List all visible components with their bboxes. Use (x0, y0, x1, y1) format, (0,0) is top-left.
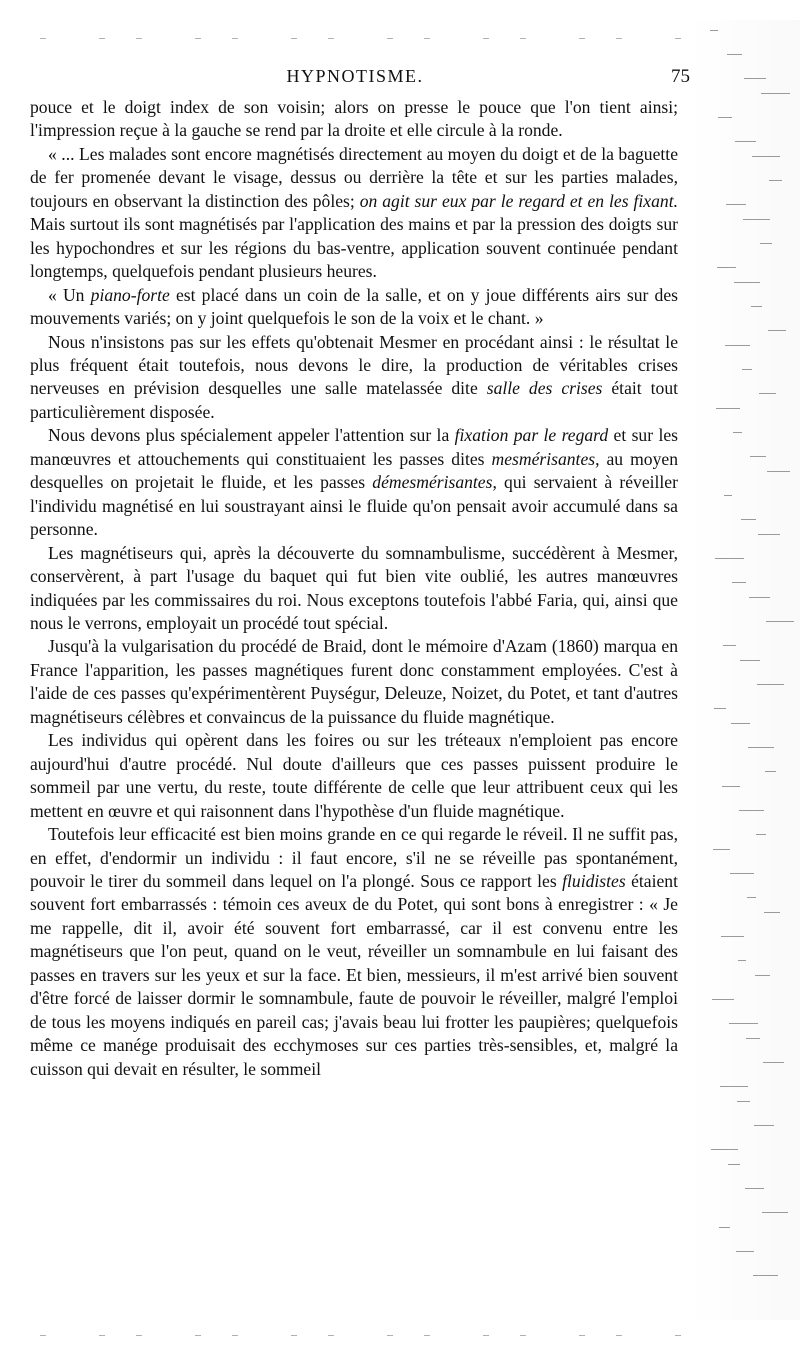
text-run: , au moyen desquelles on projetait le fluide, et les passes (30, 448, 678, 493)
text-run: Nous devons plus spécialement appeler l'attention sur la (48, 425, 455, 446)
text-run: Les individus qui opèrent dans les foires ou sur les tréteaux n'emploient pas encore aujourd'hui d'autre procédé. Nul doute d'ailleurs que ces passes puissent produire le sommeil par une vertu, du reste, toute différente de celle que leur attribuent ceux qui les mettent en œuvre et qui raisonnent dans l'hypothèse d'un fluide magnétique. (30, 730, 678, 821)
scan-dot (520, 1335, 526, 1336)
scan-mark (736, 1251, 754, 1252)
scan-mark (728, 1164, 740, 1165)
scan-dot (579, 1335, 585, 1336)
scan-mark (740, 660, 760, 661)
scan-dot (675, 1335, 681, 1336)
text-run: pouce et le doigt index de son voisin; alors on presse le pouce que l'on tient ainsi; l'impression reçue à la gauche se rend par la droite et elle circule à la ronde. (30, 97, 678, 141)
scan-dot (195, 38, 201, 39)
scan-dot (136, 1335, 142, 1336)
scan-mark (761, 93, 790, 94)
scan-mark (732, 582, 746, 583)
scan-mark (762, 1212, 788, 1213)
scan-mark (765, 771, 776, 772)
running-header (30, 66, 690, 90)
scan-dot (291, 38, 297, 39)
text-run: « Un (48, 284, 91, 305)
scan-mark (734, 282, 760, 283)
scan-mark (763, 1062, 784, 1063)
scan-mark (710, 30, 718, 31)
scan-dot (40, 1335, 46, 1336)
scan-mark (739, 810, 764, 811)
text-run: est placé dans un coin de la salle, et on y joue différents airs sur des mouvements variés; on y joint quelquefois le son de la voix et le chant. » (30, 284, 678, 329)
scan-dot (232, 1335, 238, 1336)
scan-mark (751, 306, 762, 307)
text-run: et sur les manœuvres et attouchements qui constituaient les passes dites (30, 425, 678, 469)
scan-dot (195, 1335, 201, 1336)
scan-mark (741, 519, 756, 520)
paragraph (30, 729, 678, 823)
scan-mark (759, 393, 776, 394)
scan-mark (714, 708, 726, 709)
scan-dot (675, 38, 681, 39)
scan-mark (755, 975, 770, 976)
scan-mark (750, 456, 766, 457)
scan-mark (715, 558, 744, 559)
scan-mark (754, 1125, 774, 1126)
scan-mark (745, 1188, 764, 1189)
paragraph (30, 284, 678, 331)
scan-mark (746, 1038, 760, 1039)
scan-mark (722, 786, 740, 787)
paragraph (30, 331, 678, 425)
scan-dot (424, 1335, 430, 1336)
scan-mark (716, 408, 740, 409)
scan-dot (99, 38, 105, 39)
bottom-edge-marks (40, 1335, 680, 1341)
scan-mark (738, 960, 746, 961)
scan-dot (520, 38, 526, 39)
text-run: Les magnétiseurs qui, après la découverte du somnambulisme, succédèrent à Mesmer, conservèrent, à part l'usage du baquet qui fut bien vite oublié, les autres manœuvres indiquées par les commissaires du roi. Nous exceptons toutefois l'abbé Faria, qui, ainsi que nous le verrons, employait un procédé tout spécial. (30, 542, 678, 633)
text-run: , qui servaient à réveiller l'individu magnétisé en lui soustrayant ainsi le fluide qu'on pensait avoir accumulé dans sa personne. (30, 472, 678, 540)
scan-mark (764, 912, 780, 913)
scan-mark (731, 723, 750, 724)
scan-mark (719, 1227, 730, 1228)
scan-mark (723, 645, 736, 646)
italic-text: on agit sur eux par le regard et en les fixant. (359, 190, 678, 211)
scan-mark (735, 141, 756, 142)
scan-mark (757, 684, 784, 685)
top-edge-marks (40, 38, 680, 44)
scan-mark (729, 1023, 758, 1024)
body-text (30, 96, 678, 1081)
scan-mark (767, 471, 790, 472)
text-run: « ... Les malades sont encore magnétisés directement au moyen du doigt et de la baguette de fer promenée devant le visage, dessus ou derrière la tête et sur les parties malades, toujours en observant la distinction des pôles; (30, 143, 678, 211)
scan-mark (727, 54, 742, 55)
scan-mark (711, 1149, 738, 1150)
paragraph (30, 96, 678, 143)
scan-mark (730, 873, 754, 874)
scan-dot (387, 38, 393, 39)
scan-mark (749, 597, 770, 598)
scan-dot (328, 1335, 334, 1336)
scan-dot (579, 38, 585, 39)
paragraph (30, 424, 678, 541)
scan-mark (721, 936, 744, 937)
scan-mark (737, 1101, 750, 1102)
scan-mark (760, 243, 772, 244)
text-run: Toutefois leur efficacité est bien moins grande en ce qui regarde le réveil. Il ne suffit pas, en effet, d'endormir un individu : il faut encore, s'il ne se réveille pas spontanément, pouvoir le tirer du sommeil dans lequel on l'a plongé. Sous ce rapport les (30, 824, 678, 891)
scan-mark (756, 834, 766, 835)
scan-mark (752, 156, 780, 157)
scan-dot (424, 38, 430, 39)
scan-mark (726, 204, 746, 205)
text-run: Mais surtout ils sont magnétisés par l'application des mains et par la pression des doigts sur les hypochondres et sur les régions du bas-ventre, application souvent continuée pendant longtemps, quelquefois pendant plusieurs heures. (30, 214, 678, 282)
italic-text: fixation par le regard (454, 425, 609, 446)
scanned-page-edge (690, 20, 800, 1320)
scan-dot (483, 38, 489, 39)
scan-mark (720, 1086, 748, 1087)
scan-dot (291, 1335, 297, 1336)
scan-mark (733, 432, 742, 433)
scan-mark (712, 999, 734, 1000)
text-run: était tout particulièrement disposée. (30, 378, 678, 422)
scan-mark (758, 534, 780, 535)
italic-text: salle des crises (486, 378, 603, 399)
text-run: Jusqu'à la vulgarisation du procédé de Braid, dont le mémoire d'Azam (1860) marqua en France l'apparition, les passes magnétiques furent donc constamment employées. C'est à l'aide de ces passes qu'expérimentèrent Puységur, Deleuze, Noizet, du Potet, et tant d'autres magnétiseurs célèbres et convaincus de la puissance du fluide magnétique. (30, 636, 678, 727)
running-title: HYPNOTISME. (286, 66, 424, 86)
scan-mark (748, 747, 774, 748)
scan-dot (136, 38, 142, 39)
scan-dot (40, 38, 46, 39)
scan-mark (724, 495, 732, 496)
scan-dot (99, 1335, 105, 1336)
scan-mark (747, 897, 756, 898)
paragraph (30, 542, 678, 636)
scan-mark (753, 1275, 778, 1276)
text-run: étaient souvent fort embarrassés : témoin ces aveux de du Potet, qui sont bons à enregistrer : « Je me rappelle, dit il, avoir été souvent fort embarrassé, car il est convenu entre les magnétiseurs que l'on peut, quand on le veut, réveiller un somnambule en lui faisant des passes en travers sur les yeux et sur la face. Et bien, messieurs, il m'est arrivé bien souvent d'être forcé de laisser dormir le somnambule, faute de pouvoir le réveiller, malgré l'emploi de tous les moyens indiqués en pareil cas; j'avais beau lui frotter les paupières; quelquefois même ce manége produisait des ecchymoses sur ces parties très-sensibles, et, malgré la cuisson qui devait en résulter, le sommeil (30, 870, 678, 1079)
scan-mark (768, 330, 786, 331)
paragraph (30, 635, 678, 729)
scan-mark (769, 180, 782, 181)
scan-mark (744, 78, 766, 79)
scan-mark (718, 117, 732, 118)
paragraph (30, 143, 678, 284)
scan-mark (743, 219, 770, 220)
scan-dot (616, 38, 622, 39)
scan-dot (387, 1335, 393, 1336)
scan-dot (328, 38, 334, 39)
italic-text: fluidistes (562, 870, 626, 891)
scan-mark (725, 345, 750, 346)
paragraph (30, 823, 678, 1081)
scan-dot (616, 1335, 622, 1336)
text-run: Nous n'insistons pas sur les effets qu'obtenait Mesmer en procédant ainsi : le résultat le plus fréquent était toutefois, nous devons le dire, la production de véritables crises nerveuses en prévision desquelles une salle matelassée dite (30, 331, 678, 399)
scan-dot (483, 1335, 489, 1336)
italic-text: mesmérisantes (491, 448, 596, 469)
scan-mark (717, 267, 736, 268)
page-number: 75 (671, 66, 690, 87)
italic-text: démesmérisantes (372, 472, 493, 493)
scan-mark (742, 369, 752, 370)
scan-dot (232, 38, 238, 39)
scan-mark (766, 621, 794, 622)
scan-mark (713, 849, 730, 850)
italic-text: piano-forte (90, 284, 170, 305)
